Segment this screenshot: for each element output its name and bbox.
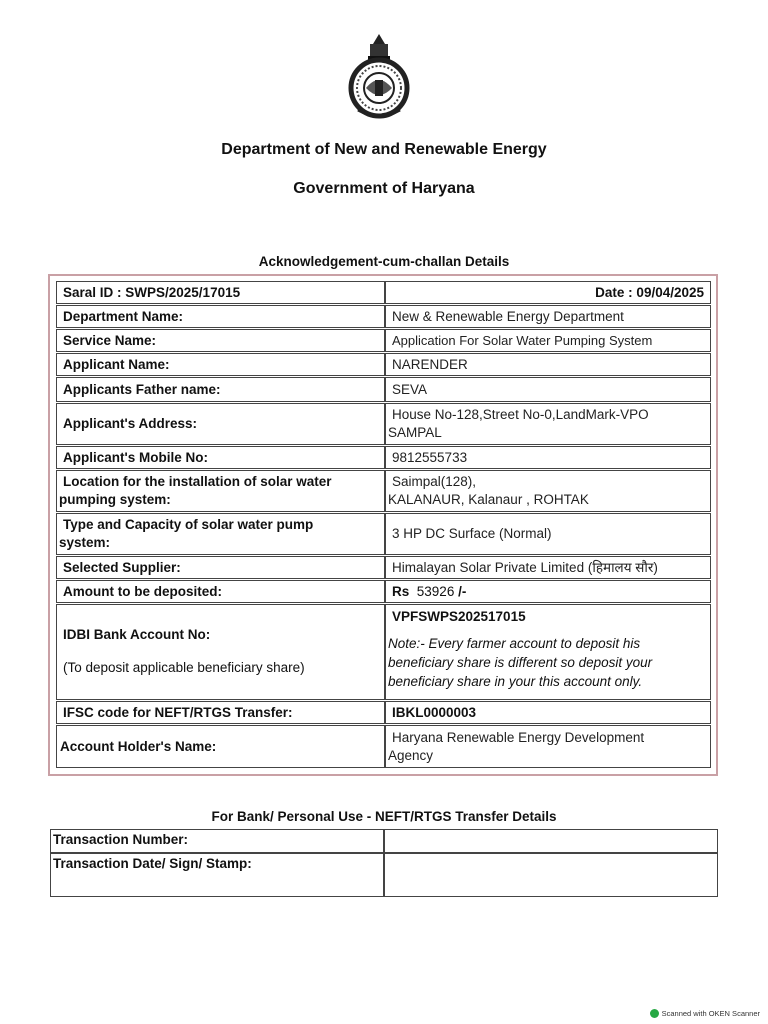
- applicant-name-value: NARENDER: [385, 353, 711, 376]
- transaction-date-label: Transaction Date/ Sign/ Stamp:: [50, 853, 384, 897]
- ifsc-label: IFSC code for NEFT/RTGS Transfer:: [56, 701, 385, 724]
- amount-value: [385, 580, 711, 603]
- account-holder-label: Account Holder's Name:: [56, 725, 385, 768]
- location-label: [56, 470, 385, 512]
- location-value: [385, 470, 711, 512]
- government-title: Government of Haryana: [293, 180, 475, 197]
- service-name-label: Service Name:: [56, 329, 385, 352]
- location-line-2: KALANAUR, Kalanaur , ROHTAK: [388, 492, 589, 507]
- location-label-line-1: Location for the installation of solar water: [63, 474, 332, 489]
- address-value: [385, 403, 711, 445]
- account-holder-line-2: Agency: [388, 747, 434, 763]
- location-label-line-2: pumping system:: [59, 492, 171, 507]
- address-line-1: House No-128,Street No-0,LandMark-VPO: [392, 407, 649, 422]
- father-name-label: Applicants Father name:: [56, 377, 385, 402]
- scanner-text: Scanned with OKEN Scanner: [661, 1009, 760, 1018]
- department-name-value: New & Renewable Energy Department: [385, 305, 711, 328]
- amount-label: Amount to be deposited:: [56, 580, 385, 603]
- pump-type-label: [56, 513, 385, 555]
- transfer-section-title: For Bank/ Personal Use - NEFT/RTGS Transfer Details: [211, 809, 557, 824]
- bank-account-number: VPFSWPS202517015: [392, 609, 526, 624]
- haryana-emblem-logo: [346, 30, 412, 126]
- ifsc-value: IBKL0000003: [385, 701, 711, 724]
- pump-type-label-line-2: system:: [59, 535, 111, 550]
- location-line-1: Saimpal(128),: [392, 474, 477, 489]
- bank-account-label: IDBI Bank Account No:: [63, 627, 211, 642]
- bank-account-value-cell: [385, 604, 711, 700]
- scanner-logo-icon: [650, 1009, 659, 1018]
- account-holder-line-1: Haryana Renewable Energy Development: [392, 729, 645, 745]
- applicant-name-label: Applicant Name:: [56, 353, 385, 376]
- mobile-label: Applicant's Mobile No:: [56, 446, 385, 469]
- department-name-label: Department Name:: [56, 305, 385, 328]
- challan-date: Date : 09/04/2025: [385, 281, 711, 304]
- currency: Rs: [392, 583, 410, 599]
- department-title: Department of New and Renewable Energy: [221, 141, 547, 158]
- amount: 53926: [416, 583, 455, 599]
- transaction-number-field: [384, 829, 718, 853]
- address-line-2: SAMPAL: [388, 425, 442, 440]
- transaction-number-label: Transaction Number:: [50, 829, 384, 853]
- account-holder-value: [385, 725, 711, 768]
- service-name-value: Application For Solar Water Pumping System: [385, 329, 711, 352]
- deposit-note: Note:- Every farmer account to deposit his beneficiary share is different so deposit your beneficiary share in your this account only.: [388, 636, 653, 689]
- address-label: Applicant's Address:: [56, 403, 385, 445]
- scanner-watermark: [650, 1009, 760, 1018]
- bank-account-sublabel: (To deposit applicable beneficiary share): [63, 660, 305, 675]
- section-title: Acknowledgement-cum-challan Details: [258, 254, 510, 269]
- supplier-label: Selected Supplier:: [56, 556, 385, 579]
- supplier-value: Himalayan Solar Private Limited (हिमालय सौर): [385, 556, 711, 579]
- amount-suffix: /-: [458, 583, 467, 599]
- pump-type-label-line-1: Type and Capacity of solar water pump: [63, 517, 314, 532]
- mobile-value: 9812555733: [385, 446, 711, 469]
- saral-id: Saral ID : SWPS/2025/17015: [56, 281, 385, 304]
- bank-account-label-cell: [56, 604, 385, 700]
- father-name-value: SEVA: [385, 377, 711, 402]
- pump-type-value: 3 HP DC Surface (Normal): [385, 513, 711, 555]
- transaction-date-field: [384, 853, 718, 897]
